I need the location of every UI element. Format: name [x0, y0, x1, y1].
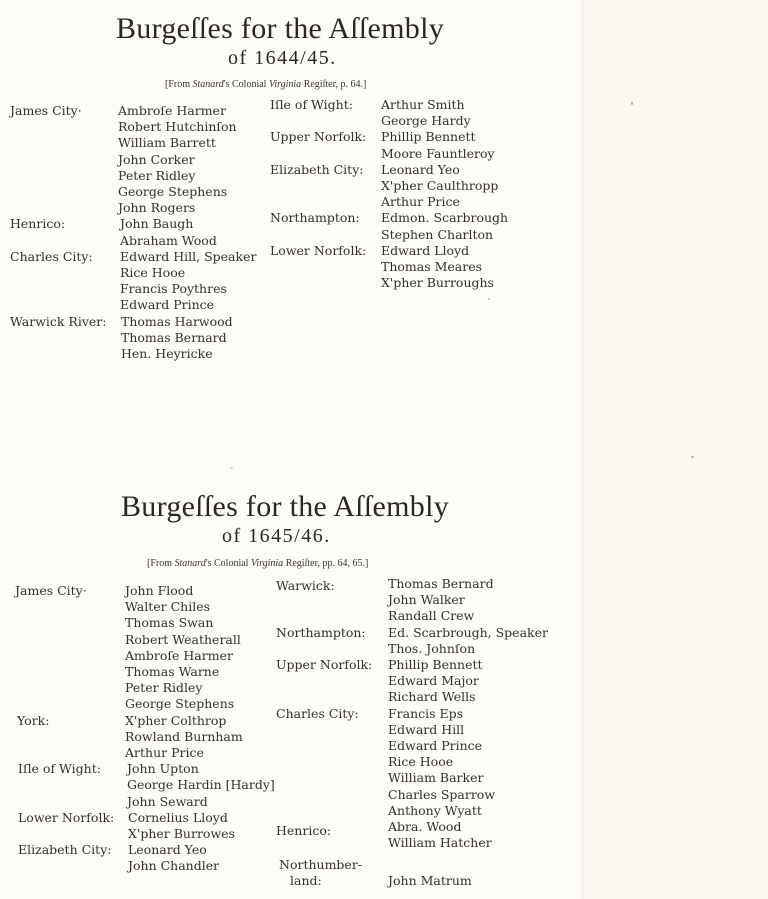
county-name: Northampton: — [276, 624, 366, 640]
county-entry — [15, 842, 270, 874]
county-name: Charles City: — [276, 705, 359, 721]
county-name-line1: Northumber- — [279, 857, 363, 873]
county-name: Warwick: — [276, 578, 335, 593]
burgess-name: George Stephens — [118, 184, 228, 200]
burgess-name: John Baugh — [120, 216, 194, 232]
burgess-name: Richard Wells — [388, 689, 476, 705]
burgess-name: Francis Eps — [388, 705, 464, 721]
source-prefix: [From — [147, 558, 175, 569]
burgess-name: John Chandler — [128, 858, 220, 874]
burgess-name: Abraham Wood — [120, 232, 217, 248]
burgess-list — [121, 314, 265, 363]
burgess-list — [388, 857, 576, 889]
burgess-name: Ambroſe Harmer — [125, 647, 233, 663]
burgess-name: Peter Ridley — [125, 680, 203, 696]
burgess-list — [388, 625, 576, 657]
county-entry — [270, 162, 570, 211]
section-1644-45 — [0, 0, 582, 470]
burgess-list — [128, 842, 270, 874]
county-entry — [10, 314, 265, 363]
county-entry — [270, 243, 570, 292]
burgess-name: John Corker — [118, 151, 195, 167]
burgess-name: Rice Hooe — [388, 754, 454, 770]
source-author: Stanard — [192, 79, 224, 90]
county-name: Charles City: — [10, 248, 93, 264]
burgess-name: Anthony Wyatt — [388, 802, 482, 818]
paper-speck — [691, 456, 694, 458]
county-name: James City· — [10, 103, 82, 118]
source-middle: 's Colonial — [223, 79, 269, 90]
burgess-name: Leonard Yeo — [381, 161, 460, 177]
burgess-name: Thos. Johnſon — [388, 640, 476, 656]
burgess-name: Thomas Swan — [125, 615, 214, 631]
burgess-list — [381, 210, 570, 242]
burgess-name: Phillip Bennett — [381, 129, 476, 145]
burgess-list — [120, 216, 265, 248]
source-citation — [165, 79, 366, 90]
county-entry — [15, 583, 270, 713]
burgess-name: Francis Poythres — [120, 281, 227, 297]
section-title: Burgeſſes for the Aſſembly — [116, 12, 445, 45]
county-name: Northampton: — [270, 210, 360, 226]
county-name: Warwick River: — [10, 313, 107, 329]
burgess-name: Edward Major — [388, 673, 479, 689]
county-entry — [276, 819, 576, 851]
burgess-name: William Barker — [388, 770, 484, 786]
county-entry — [276, 657, 576, 706]
burgess-name: Hen. Heyricke — [121, 346, 213, 362]
burgess-list — [125, 713, 270, 762]
burgess-name: John Seward — [127, 793, 208, 809]
county-entry — [270, 210, 570, 242]
burgess-name: Thomas Bernard — [121, 329, 227, 345]
burgess-list — [388, 576, 576, 625]
burgess-name: Arthur Smith — [381, 97, 465, 112]
county-name: Upper Norfolk: — [270, 129, 367, 145]
burgess-name: Edmon. Scarbrough — [381, 210, 509, 226]
burgess-name: John Upton — [127, 761, 199, 777]
burgess-name: Phillip Bennett — [388, 657, 483, 673]
burgess-name: William Hatcher — [388, 835, 492, 851]
burgess-list — [125, 583, 270, 713]
burgess-name: Abra. Wood — [388, 819, 462, 835]
burgess-name: Leonard Yeo — [128, 842, 207, 858]
county-name: Henrico: — [276, 823, 332, 839]
burgess-name: Robert Weatherall — [125, 631, 241, 647]
county-name: Henrico: — [10, 216, 66, 232]
county-name: Lower Norfolk: — [18, 809, 115, 825]
burgess-name: John Rogers — [118, 200, 196, 216]
section-title: Burgeſſes for the Aſſembly — [121, 490, 450, 523]
county-entry — [10, 216, 265, 248]
burgess-name: Rowland Burnham — [125, 728, 243, 744]
burgess-list — [381, 243, 570, 292]
county-entry — [270, 129, 570, 161]
burgess-name: Thomas Warne — [125, 664, 220, 680]
county-name: Lower Norfolk: — [270, 242, 367, 258]
section-subtitle: of 1644/45. — [228, 47, 337, 69]
burgess-name: Arthur Price — [125, 745, 204, 761]
burgess-name: Edward Prince — [120, 297, 215, 313]
burgess-name: Ambroſe Harmer — [118, 103, 226, 118]
burgess-list — [388, 819, 576, 851]
source-prefix: [From — [165, 79, 193, 90]
burgess-name: Stephen Charlton — [381, 226, 494, 242]
burgess-name: Peter Ridley — [118, 167, 196, 183]
source-middle: 's Colonial — [205, 558, 251, 569]
burgess-name: Randall Crew — [388, 608, 475, 624]
burgess-list — [128, 810, 270, 842]
source-suffix: Regiſter, pp. 64, 65.] — [283, 558, 369, 569]
burgess-list — [127, 761, 275, 810]
burgess-name: George Stephens — [125, 696, 235, 712]
burgess-name: John Matrum — [388, 873, 472, 889]
county-entry — [10, 103, 265, 216]
section-subtitle: of 1645/46. — [222, 525, 331, 547]
paper-speck — [631, 102, 633, 105]
burgess-list — [381, 129, 570, 161]
burgess-name: Robert Hutchinſon — [118, 119, 237, 135]
county-entry — [276, 857, 576, 889]
county-entry — [10, 249, 265, 314]
burgess-list — [388, 657, 576, 706]
county-entry — [276, 706, 576, 819]
source-author: Stanard — [174, 558, 206, 569]
burgess-name: Thomas Meares — [381, 259, 483, 275]
source-state: Virginia — [250, 558, 284, 569]
county-entry — [276, 625, 576, 657]
county-name: York: — [17, 712, 50, 728]
burgess-name: Arthur Price — [381, 194, 460, 210]
burgess-name: X'pher Burroughs — [381, 275, 494, 291]
burgess-list — [120, 249, 265, 314]
burgess-list — [381, 162, 570, 211]
source-state: Virginia — [268, 79, 302, 90]
burgess-list — [118, 103, 265, 216]
burgess-name: John Flood — [125, 583, 194, 598]
burgess-name: Charles Sparrow — [388, 786, 496, 802]
county-name: Upper Norfolk: — [276, 657, 373, 673]
burgess-name: Rice Hooe — [120, 265, 186, 281]
section-1645-46 — [0, 480, 582, 899]
burgess-name: George Hardin [Hardy] — [127, 777, 275, 793]
burgess-name: Edward Hill — [388, 721, 465, 737]
county-name: James City· — [15, 583, 87, 598]
left-column — [15, 583, 275, 875]
right-column — [270, 97, 570, 291]
county-name: Iſle of Wight: — [18, 761, 101, 777]
burgess-name: Ed. Scarbrough, Speaker — [388, 624, 548, 640]
burgess-list — [388, 706, 576, 819]
burgess-name: X'pher Colthrop — [125, 712, 227, 728]
county-name: Elizabeth City: — [270, 161, 364, 177]
burgess-name: Moore Fauntleroy — [381, 145, 495, 161]
burgess-name: X'pher Burrowes — [128, 826, 235, 842]
burgess-name: Thomas Bernard — [388, 576, 494, 591]
source-citation — [147, 558, 368, 569]
burgess-name: Edward Prince — [388, 738, 483, 754]
burgess-name: Edward Hill, Speaker — [120, 248, 257, 264]
county-entry — [276, 576, 576, 625]
county-name: Iſle of Wight: — [270, 97, 353, 112]
burgess-name: George Hardy — [381, 113, 471, 129]
burgess-name: Walter Chiles — [125, 599, 211, 615]
left-column — [10, 103, 265, 362]
burgess-name: Thomas Harwood — [121, 313, 233, 329]
source-suffix: Regiſter, p. 64.] — [301, 79, 367, 90]
burgess-name: Cornelius Lloyd — [128, 809, 228, 825]
right-column — [276, 576, 576, 890]
county-name-line2: land: — [290, 873, 322, 889]
burgess-name: Edward Lloyd — [381, 242, 470, 258]
burgess-name: John Walker — [388, 592, 465, 608]
burgess-name: William Barrett — [118, 135, 216, 151]
burgess-list — [381, 97, 570, 129]
page-edge — [582, 0, 583, 899]
county-entry — [15, 810, 270, 842]
county-entry — [270, 97, 570, 129]
county-entry — [15, 761, 275, 810]
burgess-name: X'pher Caulthropp — [381, 178, 499, 194]
county-name: Elizabeth City: — [18, 842, 112, 858]
county-entry — [15, 713, 270, 762]
